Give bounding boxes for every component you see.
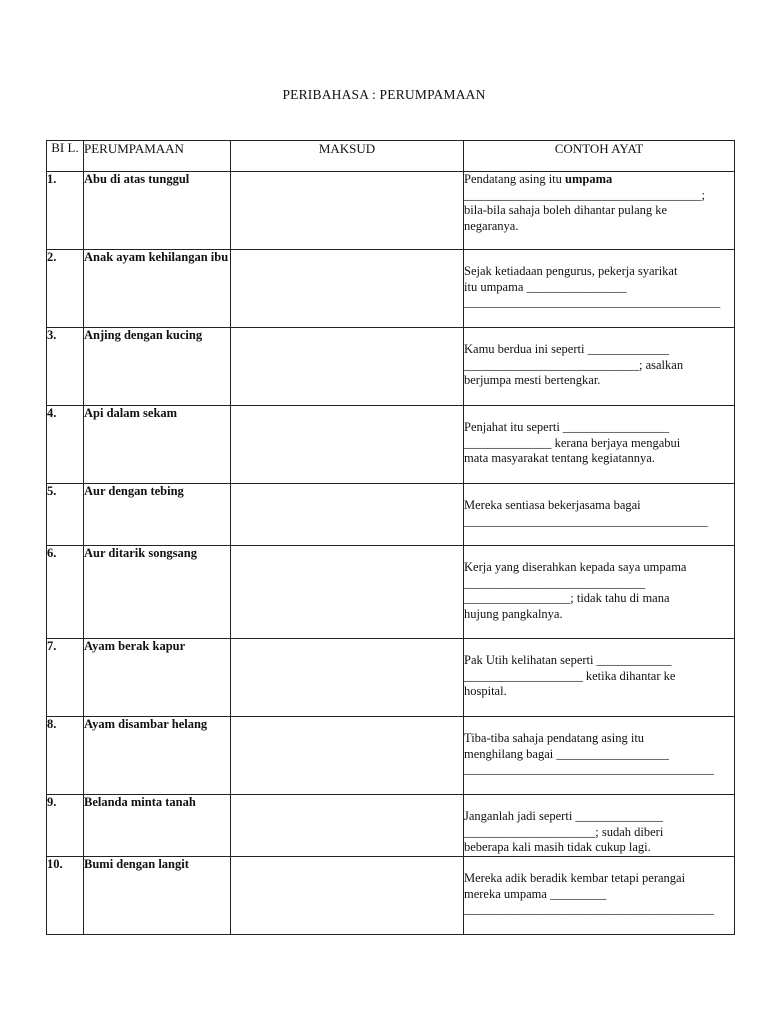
contoh-line: Sejak ketiadaan pengurus, pekerja syarikat [464, 264, 678, 278]
maksud-answer-cell[interactable] [231, 328, 464, 406]
maksud-answer-cell[interactable] [231, 717, 464, 795]
peribahasa-table [46, 140, 735, 935]
contoh-line[interactable]: Pak Utih kelihatan seperti ____________ [464, 653, 672, 667]
contoh-ayat-cell [464, 172, 735, 250]
contoh-ayat-cell [464, 857, 735, 935]
maksud-answer-cell[interactable] [231, 795, 464, 857]
peribahasa-text: Anak ayam kehilangan ibu [84, 250, 231, 328]
row-number: 7. [47, 639, 84, 717]
contoh-blank-line[interactable]: ______________________________________; [464, 187, 705, 202]
contoh-line[interactable]: _________________; tidak tahu di mana [464, 591, 670, 605]
row-number: 2. [47, 250, 84, 328]
contoh-line[interactable]: itu umpama ________________ [464, 279, 627, 294]
table-row [47, 406, 735, 484]
contoh-line: bila-bila sahaja boleh dihantar pulang ke [464, 203, 668, 217]
maksud-answer-cell[interactable] [231, 639, 464, 717]
contoh-ayat-cell [464, 639, 735, 717]
header-bil: BI L. [47, 141, 84, 172]
peribahasa-text: Aur ditarik songsang [84, 546, 231, 639]
table-row [47, 172, 735, 250]
row-number: 9. [47, 795, 84, 857]
row-number: 8. [47, 717, 84, 795]
contoh-line: Kerja yang diserahkan kepada saya umpama [464, 560, 687, 574]
contoh-bold-word: umpama [565, 172, 613, 186]
row-number: 6. [47, 546, 84, 639]
contoh-line[interactable]: Kamu berdua ini seperti _____________ [464, 342, 669, 356]
contoh-blank-line[interactable]: _____________________________ [464, 575, 646, 590]
maksud-answer-cell[interactable] [231, 172, 464, 250]
table-row [47, 717, 735, 795]
peribahasa-text: Belanda minta tanah [84, 795, 231, 857]
header-maksud: MAKSUD [231, 141, 464, 172]
contoh-line[interactable]: ____________________________; asalkan [464, 357, 684, 372]
peribahasa-text: Bumi dengan langit [84, 857, 231, 935]
contoh-line[interactable]: menghilang bagai __________________ [464, 746, 669, 761]
row-number: 5. [47, 484, 84, 546]
page-title: PERIBAHASA : PERUMPAMAAN [282, 87, 486, 102]
maksud-answer-cell[interactable] [231, 857, 464, 935]
contoh-line[interactable]: Penjahat itu seperti _________________ [464, 420, 670, 434]
contoh-line: negaranya. [464, 218, 519, 233]
row-number: 10. [47, 857, 84, 935]
contoh-ayat-cell [464, 484, 735, 546]
contoh-blank-line[interactable]: _______________________________________ [464, 513, 708, 528]
maksud-answer-cell[interactable] [231, 484, 464, 546]
maksud-answer-cell[interactable] [231, 406, 464, 484]
maksud-answer-cell[interactable] [231, 250, 464, 328]
row-number: 1. [47, 172, 84, 250]
contoh-line: Mereka sentiasa bekerjasama bagai [464, 498, 641, 512]
contoh-line: beberapa kali masih tidak cukup lagi. [464, 840, 651, 854]
table-row [47, 484, 735, 546]
contoh-blank-line[interactable]: _________________________________________ [464, 295, 721, 309]
contoh-line[interactable]: mereka umpama _________ [464, 886, 607, 901]
contoh-ayat-cell [464, 328, 735, 406]
contoh-line: mata masyarakat tentang kegiatannya. [464, 451, 655, 465]
contoh-line[interactable]: ______________ kerana berjaya mengabui [464, 435, 681, 450]
row-number: 4. [47, 406, 84, 484]
contoh-line[interactable]: Janganlah jadi seperti ______________ [464, 809, 663, 823]
peribahasa-text: Api dalam sekam [84, 406, 231, 484]
header-perumpamaan: PERUMPAMAAN [84, 141, 231, 172]
peribahasa-text: Ayam berak kapur [84, 639, 231, 717]
peribahasa-text: Abu di atas tunggul [84, 172, 231, 250]
table-header-row [47, 141, 735, 172]
contoh-line[interactable]: _____________________; sudah diberi [464, 824, 664, 839]
maksud-answer-cell[interactable] [231, 546, 464, 639]
contoh-ayat-cell [464, 250, 735, 328]
contoh-ayat-cell [464, 546, 735, 639]
contoh-ayat-cell [464, 795, 735, 857]
contoh-ayat-cell [464, 406, 735, 484]
table-row [47, 857, 735, 935]
contoh-line: hospital. [464, 684, 507, 698]
contoh-line[interactable]: ___________________ ketika dihantar ke [464, 668, 676, 683]
peribahasa-text: Anjing dengan kucing [84, 328, 231, 406]
header-contoh-ayat: CONTOH AYAT [464, 141, 735, 172]
contoh-line: Mereka adik beradik kembar tetapi perangai [464, 871, 686, 885]
peribahasa-text: Aur dengan tebing [84, 484, 231, 546]
table-row [47, 546, 735, 639]
peribahasa-text: Ayam disambar helang [84, 717, 231, 795]
table-row [47, 639, 735, 717]
contoh-line: berjumpa mesti bertengkar. [464, 373, 601, 387]
table-row [47, 250, 735, 328]
contoh-line: Pendatang asing itu [464, 172, 566, 186]
table-row [47, 328, 735, 406]
contoh-blank-line[interactable]: ________________________________________ [464, 762, 714, 776]
contoh-line: Tiba-tiba sahaja pendatang asing itu [464, 731, 645, 745]
contoh-blank-line[interactable]: ________________________________________ [464, 902, 714, 916]
table-row [47, 795, 735, 857]
contoh-ayat-cell [464, 717, 735, 795]
row-number: 3. [47, 328, 84, 406]
contoh-line: hujung pangkalnya. [464, 606, 563, 621]
